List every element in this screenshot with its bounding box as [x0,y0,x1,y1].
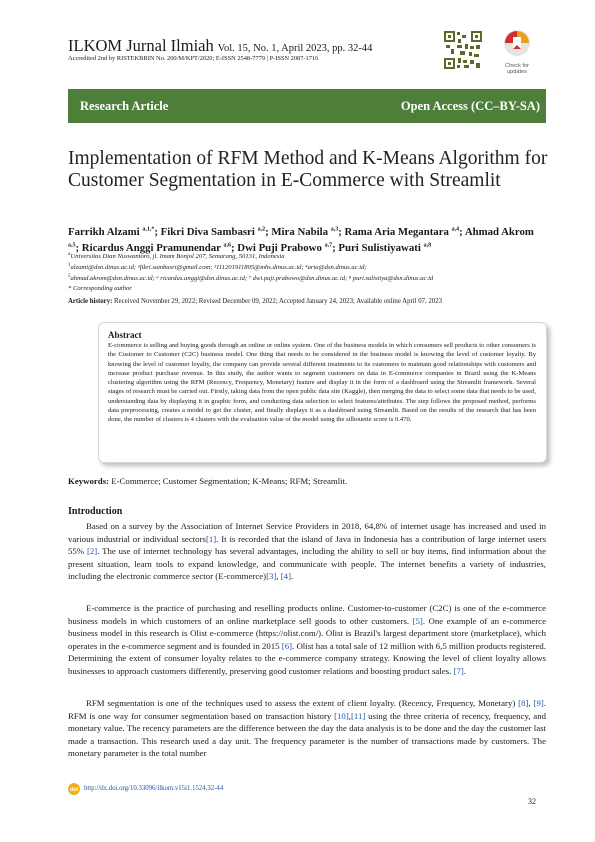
abstract-heading: Abstract [108,330,142,340]
accreditation-line: Accredited 2nd by RISTEKBRIN No. 200/M/KPT/2020; E-ISSN 2548-7779 | P-ISSN 2087-1716 [68,55,319,62]
citation-link[interactable]: [3] [266,571,277,582]
issue-info: Vol. 15, No. 1, April 2023, pp. 32-44 [217,43,373,54]
keywords: Keywords: E-Commerce; Customer Segmentation; K-Means; RFM; Streamlit. [68,476,348,486]
citation-link[interactable]: [2] [86,546,98,557]
author-emails[interactable]: $^5$ahmad.akrom@dsn.dinus.ac.id; ⁶ ricardus.anggi@dsn.dinus.ac.id; ⁷ dwi.puji.prabowo@dsn.dinus.ac.id; ⁸ puri.sulistiya@dsn.dinus.ac.id [68,274,434,283]
qr-code-icon [443,30,483,70]
section-heading-introduction: Introduction [68,506,123,517]
author: Ahmad Akrom $^{a,5}$; [68,225,534,254]
citation-link[interactable]: [8] [518,698,529,708]
check-for-updates-label: Check for updates [505,63,529,75]
institution: $^a$Universitas Dian Nuswantoro, jl. Imam Bonjol 207, Semarang, 50131, Indonesia [68,252,285,261]
doi-link[interactable]: http://dx.doi.org/10.33096/ilkom.v15i1.1524.32-44 [84,785,224,792]
citation-link[interactable]: [5] [412,615,423,626]
article-history: Article history: Received November 29, 2022; Revised December 09, 2022; Accepted January 24, 2023; Available online April 07, 2023 [68,298,442,305]
citation-link[interactable]: [6] [281,640,293,651]
author: Farrikh Alzami $^{a,1,*}$; [68,225,161,238]
journal-header [68,36,372,56]
check-for-updates-badge[interactable] [498,28,536,75]
citation-link[interactable]: [11] [350,710,366,721]
journal-name: ILKOM Jurnal Ilmiah [68,36,214,55]
corresponding-author-note: * Corresponding author [68,284,132,292]
affiliation-block [68,250,546,293]
article-type-band [68,89,546,123]
author: Rama Aria Megantara $^{a,4}$; [344,225,465,238]
author-emails[interactable]: $^1$alzami@dsn.dinus.ac.id; ²fikri.sambasri@gmail.com; ³111201911805@mhs.dinus.ac.id; ⁴aria@dsn.dinus.ac.id; [68,263,367,272]
author: Mira Nabila $^{a,3}$; [271,225,345,238]
author: Ricardus Anggi Pramunendar $^{a,6}$; [81,241,238,254]
citation-link[interactable]: [7] [453,665,464,676]
article-type: Research Article [80,99,169,113]
author: Fikri Diva Sambasri $^{a,2}$; [160,225,272,238]
paper-title: Implementation of RFM Method and K-Means Algorithm for Customer Segmentation in E-Commerce with Streamlit [68,148,548,191]
citation-link[interactable]: [1] [205,533,217,544]
author: Puri Sulistiyawati $^{a,8}$ [338,241,432,254]
svg-text:doi: doi [69,787,79,794]
paragraph: Based on a survey by the Association of Internet Service Providers in 2018, 64,8% of internet usage has increased and used in various industrial or individual sectors[1]. It is recorded that the island of Java in Indonesia has a contribution of large internet users 55% [2]. The use of internet technology has several advantages, including the ability to sell or buy items, find information about the present situation, learn tools to expand knowledge, and communicate with people. The internet benefits a variety of industries, including the electronic commerce sector (E-commerce)[3], [4]. [68,521,547,582]
page-number: 32 [528,797,536,806]
citation-link[interactable]: [9] [533,698,544,708]
check-for-updates-icon [498,28,536,58]
paragraph: E-commerce is the practice of purchasing and reselling products online. Customer-to-customer (C2C) is one of the e-commerce business models in which customers of an online marketplace sell goods to other customers. [5]. One example of an e-commerce business model in this research is Olist e-commerce (https://olist.com/). Olist is Brazil's largest department store (marketplace), which operates in the e-commerce segment and is founded in 2015 [6]. Olist has a total sale of 12 million with 6,5 million products registered. Determining the extent of consumer loyalty relates to the e-commerce company strategy. Knowing the level of client loyalty allows businesses to approach customers differently, preserving good customer relations and boosting product sales. [7]. [68,603,546,676]
citation-link[interactable]: [4] [280,571,292,582]
doi-icon [68,783,80,795]
citation-link[interactable]: [10] [334,710,349,721]
license-label: Open Access (CC–BY-SA) [400,99,540,113]
paragraph: RFM segmentation is one of the techniques used to assess the extent of client loyalty. (Recency, Frequency, Monetary) [8], [9]. RFM is one way for consumer segmentation based on transaction history [10],[11] using the three criteria of recency, frequency, and monetary value. The recency parameters are the difference between the day the data analysis is to be done and the day the customer last made a transaction. This research used a day unit. The frequency parameter is the number of transactions made by customers. The monetary parameter is the total number [68,698,547,759]
author: Dwi Puji Prabowo $^{a,7}$; [237,241,339,254]
abstract-text: E-commerce is selling and buying goods through an online or online system. One of the business models in which consumers sell products to other consumers is the Customer to Customer (C2C) business model. One thing that needs to be considered in the business model is knowing the level of customer loyalty. By knowing the level of customer loyalty, the company can provide several different treatments to its customers to maintain good relationships with customers and increase product purchase revenue. In this study, the author wants to segment customers on data in E-commerce companies in Brazil using the K-Means clustering algorithm using the RFM (Recency, Frequency, Monetary) feature and display it in the form of a dashboard using the Streamlit framework. Several stages of research must be carried out. Firstly, taking data from the open public data site (Kaggle), then merging the data to select some data that needs to be used, understanding data by displaying it in graphic form, and conducting data selection to select features/attributes. The step follows the proposed method, performs data preprocessing, creates a model to get the cluster, and finally displays it as a dashboard using Streamlit. Based on the results of the research that has been done, the number of clusters is 4 clusters with the evaluation value of the model using the silhouette score is 0.470. [108,342,536,424]
